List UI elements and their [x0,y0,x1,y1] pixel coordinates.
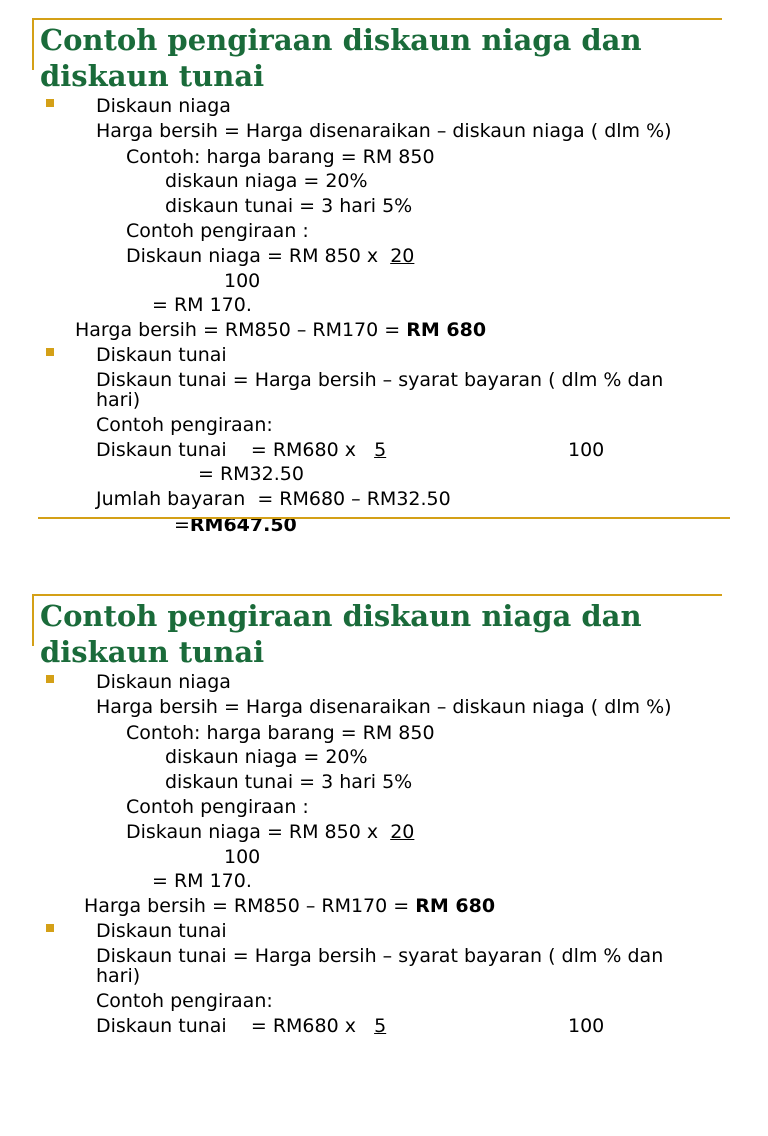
contoh-pengiraan-label: Contoh pengiraan : [126,796,309,818]
bullet-icon [46,924,54,932]
harga-bersih-calculation [84,895,495,917]
title-line-1: Contoh pengiraan diskaun niaga dan [40,599,642,633]
bullet-diskaun-tunai: Diskaun tunai [96,344,227,366]
diskaun-tunai-definition-2: hari) [96,389,141,411]
diskaun-tunai-definition-1: Diskaun tunai = Harga bersih – syarat bayaran ( dlm % dan [96,369,664,391]
diskaun-niaga-calculation [126,821,414,843]
harga-bersih-definition: Harga bersih = Harga disenaraikan – diskaun niaga ( dlm %) [96,696,672,718]
contoh-pengiraan-label-2: Contoh pengiraan: [96,414,273,436]
diskaun-niaga-calculation [126,245,414,267]
bullet-icon [46,348,54,356]
fraction-numerator: 5 [374,1015,387,1037]
slide-1 [0,0,768,560]
title-frame-top [32,594,722,596]
fraction-numerator: 20 [390,245,415,267]
slide-title [40,22,740,94]
contoh-harga-barang: Contoh: harga barang = RM 850 [126,722,435,744]
diskaun-niaga-rate: diskaun niaga = 20% [165,746,368,768]
slide-title [40,598,740,670]
title-line-2: diskaun tunai [40,635,265,669]
diskaun-tunai-result: = RM32.50 [198,463,304,485]
harga-bersih-definition: Harga bersih = Harga disenaraikan – diskaun niaga ( dlm %) [96,120,672,142]
contoh-pengiraan-label: Contoh pengiraan : [126,220,309,242]
diskaun-tunai-calculation [96,439,386,461]
diskaun-tunai-rate: diskaun tunai = 3 hari 5% [165,771,413,793]
diskaun-tunai-rate: diskaun tunai = 3 hari 5% [165,195,413,217]
fraction-denominator: 100 [224,846,261,868]
diskaun-tunai-definition-1: Diskaun tunai = Harga bersih – syarat bayaran ( dlm % dan [96,945,664,967]
jumlah-bayaran-result: RM647.50 [189,514,297,536]
harga-bersih-calculation [75,319,486,341]
bullet-diskaun-niaga: Diskaun niaga [96,671,231,693]
diskaun-niaga-result: = RM 170. [152,870,252,892]
diskaun-tunai-definition-2: hari) [96,965,141,987]
diskaun-niaga-rate: diskaun niaga = 20% [165,170,368,192]
diskaun-niaga-result: = RM 170. [152,294,252,316]
title-frame-left [32,18,34,70]
fraction-denominator: 100 [224,270,261,292]
diskaun-tunai-calculation [96,1015,386,1037]
contoh-harga-barang: Contoh: harga barang = RM 850 [126,146,435,168]
bullet-icon [46,99,54,107]
title-frame-left [32,594,34,646]
calc-text: Harga bersih = RM850 – RM170 = [75,319,407,341]
bullet-icon [46,675,54,683]
slide-2 [0,576,768,1136]
calc-text: Harga bersih = RM850 – RM170 = [84,895,416,917]
jumlah-bayaran-calculation: Jumlah bayaran = RM680 – RM32.50 [96,488,451,510]
title-line-2: diskaun tunai [40,59,265,93]
calc-text: Diskaun niaga = RM 850 x [126,245,391,267]
calc-text: Diskaun tunai = RM680 x [96,1015,375,1037]
harga-bersih-result: RM 680 [415,895,496,917]
calc-text: Diskaun tunai = RM680 x [96,439,375,461]
calc-text: Diskaun niaga = RM 850 x [126,821,391,843]
title-frame-top [32,18,722,20]
fraction-denominator: 100 [568,439,605,461]
contoh-pengiraan-label-2: Contoh pengiraan: [96,990,273,1012]
bullet-diskaun-tunai: Diskaun tunai [96,920,227,942]
title-line-1: Contoh pengiraan diskaun niaga dan [40,23,642,57]
fraction-numerator: 20 [390,821,415,843]
fraction-denominator: 100 [568,1015,605,1037]
bullet-diskaun-niaga: Diskaun niaga [96,95,231,117]
equals-sign: = [174,514,190,536]
bottom-divider [38,517,730,519]
fraction-numerator: 5 [374,439,387,461]
harga-bersih-result: RM 680 [406,319,487,341]
